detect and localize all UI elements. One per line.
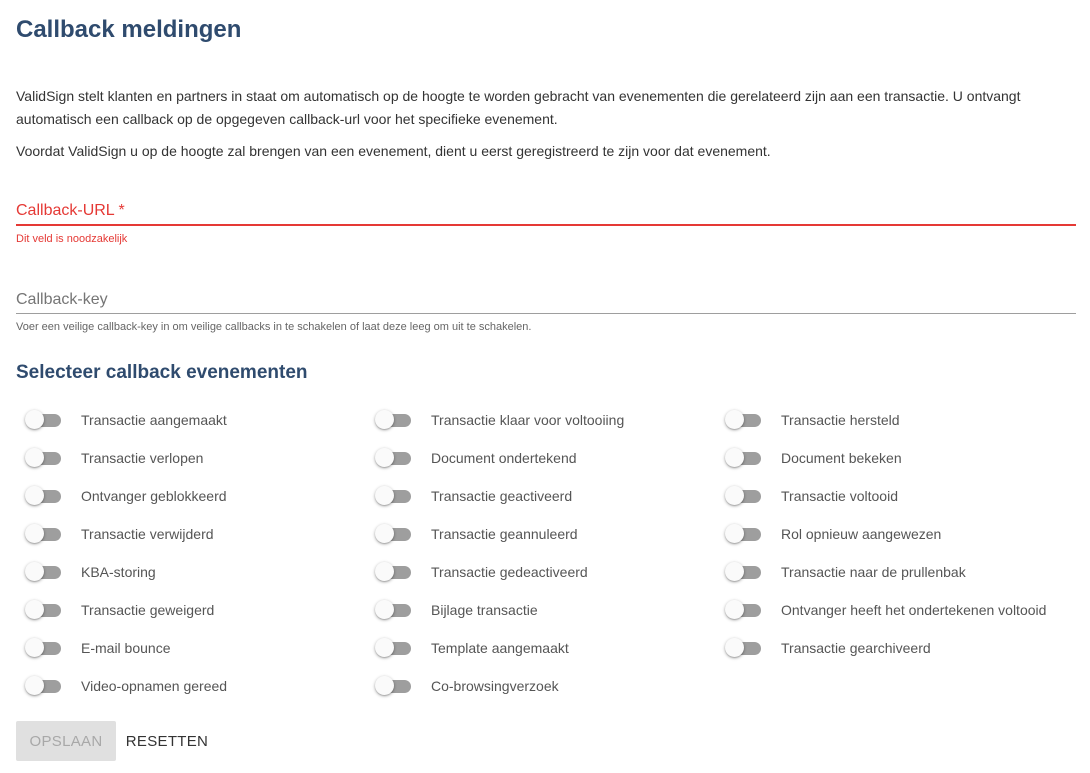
events-grid <box>16 401 1076 705</box>
event-toggle-row[interactable] <box>716 439 1066 477</box>
toggle-switch[interactable] <box>375 410 431 430</box>
toggle-thumb <box>375 600 394 619</box>
toggle-thumb <box>725 562 744 581</box>
event-toggle-row[interactable] <box>366 591 716 629</box>
event-toggle-row[interactable] <box>16 439 366 477</box>
event-label: Transactie naar de prullenbak <box>781 564 966 580</box>
toggle-switch[interactable] <box>725 524 781 544</box>
toggle-switch[interactable] <box>375 638 431 658</box>
callback-url-field-group <box>16 198 1076 245</box>
event-toggle-row[interactable] <box>716 401 1066 439</box>
toggle-thumb <box>375 448 394 467</box>
event-toggle-row[interactable] <box>366 401 716 439</box>
event-toggle-row[interactable] <box>16 515 366 553</box>
callback-key-hint: Voer een veilige callback-key in om veilige callbacks in te schakelen of laat deze leeg om uit te schakelen. <box>16 321 532 333</box>
events-section-title: Selecteer callback evenementen <box>16 362 308 383</box>
toggle-switch[interactable] <box>25 524 81 544</box>
toggle-switch[interactable] <box>25 638 81 658</box>
toggle-switch[interactable] <box>25 448 81 468</box>
toggle-thumb <box>725 524 744 543</box>
toggle-thumb <box>725 448 744 467</box>
callback-key-input[interactable] <box>16 286 1076 314</box>
toggle-thumb <box>375 486 394 505</box>
event-toggle-row[interactable] <box>16 553 366 591</box>
event-toggle-row[interactable] <box>366 439 716 477</box>
callback-url-input[interactable] <box>16 198 1076 226</box>
save-button[interactable]: OPSLAAN <box>16 721 116 761</box>
event-toggle-row[interactable] <box>366 553 716 591</box>
event-label: Video-opnamen gereed <box>81 678 228 694</box>
toggle-switch[interactable] <box>25 410 81 430</box>
event-label: Transactie gearchiveerd <box>781 640 931 656</box>
event-label: Transactie geannuleerd <box>431 526 578 542</box>
toggle-thumb <box>375 676 394 695</box>
event-toggle-row[interactable] <box>366 477 716 515</box>
page-title: Callback meldingen <box>16 16 242 43</box>
event-label: Ontvanger geblokkeerd <box>81 488 227 504</box>
event-label: Rol opnieuw aangewezen <box>781 526 942 542</box>
event-label: Transactie geweigerd <box>81 602 215 618</box>
form-actions <box>16 721 210 761</box>
toggle-switch[interactable] <box>725 410 781 430</box>
toggle-switch[interactable] <box>725 638 781 658</box>
event-label: Transactie geactiveerd <box>431 488 573 504</box>
toggle-thumb <box>25 486 44 505</box>
intro-description <box>16 85 1076 172</box>
toggle-thumb <box>25 562 44 581</box>
event-toggle-row[interactable] <box>366 515 716 553</box>
event-label: Document bekeken <box>781 450 902 466</box>
toggle-thumb <box>25 448 44 467</box>
intro-paragraph-2: Voordat ValidSign u op de hoogte zal brengen van een evenement, dient u eerst geregistreerd te zijn voor dat evenement. <box>16 143 771 159</box>
toggle-thumb <box>25 524 44 543</box>
toggle-switch[interactable] <box>375 676 431 696</box>
toggle-switch[interactable] <box>725 600 781 620</box>
toggle-thumb <box>725 638 744 657</box>
toggle-switch[interactable] <box>375 600 431 620</box>
event-toggle-row[interactable] <box>16 401 366 439</box>
event-toggle-row[interactable] <box>716 629 1066 667</box>
event-label: Bijlage transactie <box>431 602 538 618</box>
event-toggle-row[interactable] <box>716 591 1066 629</box>
toggle-thumb <box>375 524 394 543</box>
event-column <box>716 401 1066 705</box>
event-label: Transactie verlopen <box>81 450 204 466</box>
toggle-switch[interactable] <box>25 676 81 696</box>
event-column <box>366 401 716 705</box>
event-toggle-row[interactable] <box>366 629 716 667</box>
reset-button[interactable]: RESETTEN <box>124 721 210 761</box>
event-toggle-row[interactable] <box>16 591 366 629</box>
toggle-thumb <box>375 562 394 581</box>
toggle-switch[interactable] <box>725 448 781 468</box>
toggle-thumb <box>725 600 744 619</box>
toggle-switch[interactable] <box>725 562 781 582</box>
event-toggle-row[interactable] <box>716 515 1066 553</box>
event-label: Transactie voltooid <box>781 488 898 504</box>
event-label: Template aangemaakt <box>431 640 569 656</box>
toggle-thumb <box>375 410 394 429</box>
toggle-thumb <box>725 410 744 429</box>
toggle-switch[interactable] <box>375 448 431 468</box>
toggle-switch[interactable] <box>25 600 81 620</box>
toggle-thumb <box>25 676 44 695</box>
event-toggle-row[interactable] <box>16 477 366 515</box>
callback-url-error: Dit veld is noodzakelijk <box>16 233 128 245</box>
event-label: Ontvanger heeft het ondertekenen voltooid <box>781 602 1047 618</box>
event-label: Document ondertekend <box>431 450 577 466</box>
event-toggle-row[interactable] <box>16 667 366 705</box>
event-label: Transactie verwijderd <box>81 526 214 542</box>
toggle-switch[interactable] <box>375 486 431 506</box>
toggle-thumb <box>25 638 44 657</box>
toggle-switch[interactable] <box>375 524 431 544</box>
callback-key-field-group <box>16 286 1076 333</box>
event-toggle-row[interactable] <box>16 629 366 667</box>
event-column <box>16 401 366 705</box>
event-label: Transactie gedeactiveerd <box>431 564 588 580</box>
toggle-switch[interactable] <box>725 486 781 506</box>
toggle-thumb <box>25 410 44 429</box>
toggle-switch[interactable] <box>25 562 81 582</box>
event-label: Transactie aangemaakt <box>81 412 227 428</box>
event-toggle-row[interactable] <box>716 553 1066 591</box>
toggle-thumb <box>25 600 44 619</box>
toggle-thumb <box>375 638 394 657</box>
toggle-switch[interactable] <box>25 486 81 506</box>
event-label: Transactie hersteld <box>781 412 900 428</box>
intro-paragraph-1: ValidSign stelt klanten en partners in staat om automatisch op de hoogte te worden gebracht van evenementen die gerelateerd zijn aan een transactie. U ontvangt automatisch een callback op de opgegeven callback-url voor het specifieke evenement. <box>16 88 1021 127</box>
toggle-switch[interactable] <box>375 562 431 582</box>
toggle-thumb <box>725 486 744 505</box>
event-label: KBA-storing <box>81 564 156 580</box>
event-label: Co-browsingverzoek <box>431 678 559 694</box>
event-label: Transactie klaar voor voltooiing <box>431 412 625 428</box>
event-toggle-row[interactable] <box>716 477 1066 515</box>
event-toggle-row[interactable] <box>366 667 716 705</box>
event-label: E-mail bounce <box>81 640 171 656</box>
